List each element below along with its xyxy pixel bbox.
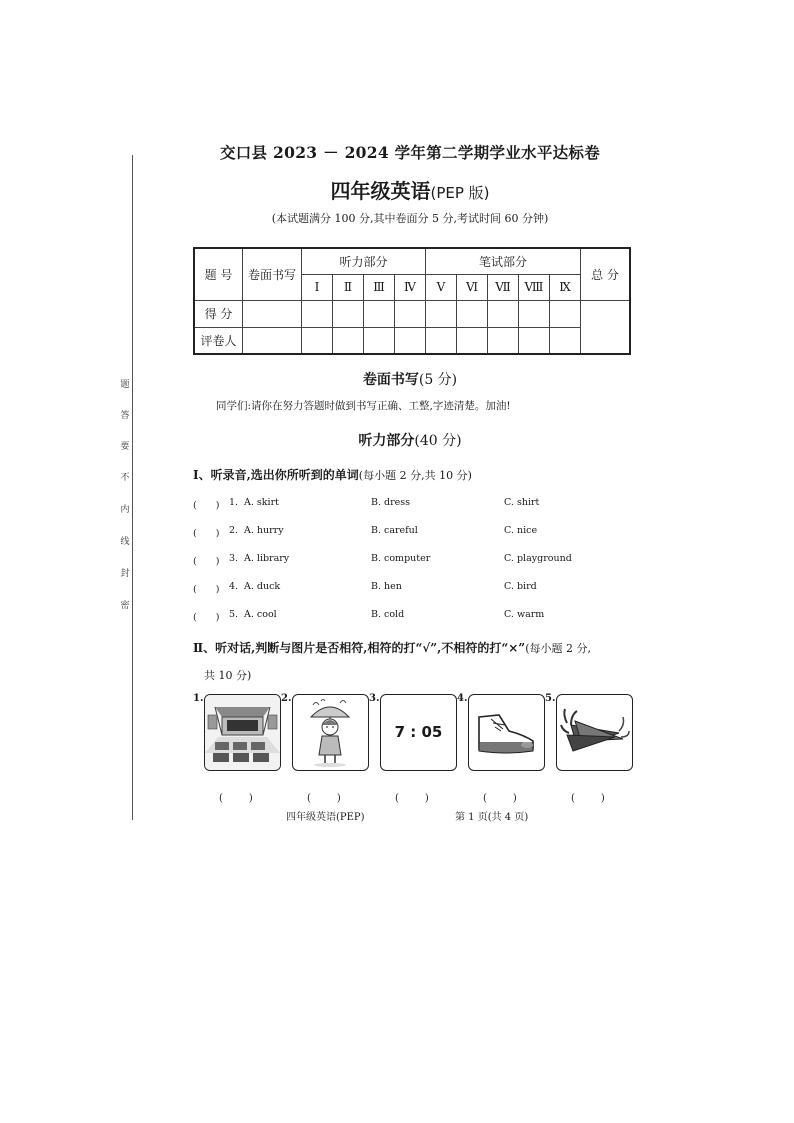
picture-5: [556, 694, 633, 771]
option-a: A. cool: [244, 609, 277, 620]
option-c: C. nice: [504, 525, 538, 536]
answer-blank[interactable]: ( ): [571, 793, 607, 804]
grader-cell[interactable]: [457, 327, 488, 354]
binding-char: 内: [120, 505, 130, 515]
part1-requirement: (每小题 2 分,共 10 分): [358, 469, 472, 482]
col-roman: Ⅲ: [364, 274, 395, 300]
col-juanmian: 卷面书写: [243, 248, 302, 300]
picture-number: 1.: [193, 693, 204, 704]
score-cell[interactable]: [333, 300, 364, 327]
listening-points: (40 分): [414, 433, 462, 449]
grader-cell[interactable]: [519, 327, 550, 354]
answer-blank[interactable]: ( ): [193, 500, 220, 511]
part2-title-line2: [204, 667, 251, 683]
question-item: [193, 497, 713, 511]
score-cell[interactable]: [426, 300, 457, 327]
score-table: [193, 247, 631, 355]
question-item: [193, 609, 713, 623]
part2-title: [193, 639, 643, 656]
binding-line: [132, 155, 133, 820]
handwriting-title: 卷面书写: [362, 372, 419, 388]
binding-char: 不: [120, 473, 130, 483]
question-item: [193, 553, 713, 567]
subject-name: 四年级英语: [330, 179, 431, 203]
grader-cell[interactable]: [395, 327, 426, 354]
col-roman: Ⅶ: [488, 274, 519, 300]
part2-requirement-cont: 共 10 分): [204, 669, 252, 682]
score-cell[interactable]: [243, 300, 302, 327]
score-cell[interactable]: [488, 300, 519, 327]
group-written: 笔试部分: [426, 248, 581, 274]
part1-title-text: Ⅰ、听录音,选出你所听到的单词: [193, 468, 359, 482]
col-total: 总 分: [581, 248, 631, 300]
score-cell[interactable]: [550, 300, 581, 327]
grader-cell[interactable]: [426, 327, 457, 354]
picture-4: [468, 694, 545, 771]
picture-2: [292, 694, 369, 771]
question-number: 4.: [229, 581, 239, 592]
answer-blank[interactable]: ( ): [193, 584, 220, 595]
option-b: B. hen: [371, 581, 402, 592]
option-b: B. dress: [371, 497, 411, 508]
binding-char: 密: [120, 601, 130, 611]
question-number: 2.: [229, 525, 239, 536]
binding-char: 题: [120, 380, 130, 390]
col-roman: Ⅴ: [426, 274, 457, 300]
group-listening: 听力部分: [302, 248, 426, 274]
option-c: C. bird: [504, 581, 537, 592]
question-item: [193, 581, 713, 595]
answer-blank[interactable]: ( ): [193, 556, 220, 567]
col-roman: Ⅸ: [550, 274, 581, 300]
option-a: A. library: [244, 553, 290, 564]
footer-subject: 四年级英语(PEP): [286, 812, 365, 823]
grader-cell[interactable]: [333, 327, 364, 354]
col-roman: Ⅷ: [519, 274, 550, 300]
sneaker-icon: [469, 695, 544, 770]
answer-blank[interactable]: ( ): [395, 793, 431, 804]
handwriting-points: (5 分): [418, 372, 458, 388]
exam-note: (本试题满分 100 分,其中卷面分 5 分,考试时间 60 分钟): [271, 212, 549, 225]
col-roman: Ⅵ: [457, 274, 488, 300]
option-b: B. careful: [371, 525, 418, 536]
option-c: C. warm: [504, 609, 545, 620]
col-tihao: 题 号: [194, 248, 243, 300]
answer-blank[interactable]: ( ): [193, 528, 220, 539]
binding-char: 要: [120, 442, 130, 452]
binding-char: 线: [120, 537, 130, 547]
option-a: A. duck: [244, 581, 281, 592]
option-c: C. playground: [504, 553, 572, 564]
option-b: B. computer: [371, 553, 431, 564]
grader-cell[interactable]: [364, 327, 395, 354]
question-item: [193, 525, 713, 539]
question-number: 1.: [229, 497, 239, 508]
option-a: A. skirt: [244, 497, 279, 508]
picture-number: 5.: [545, 693, 556, 704]
clock-time-icon: 7 : 05: [394, 723, 443, 741]
listening-title: 听力部分: [358, 433, 415, 449]
total-score-cell[interactable]: [581, 300, 631, 354]
handwriting-heading: [140, 369, 680, 389]
listening-heading: [140, 430, 680, 450]
col-roman: Ⅱ: [333, 274, 364, 300]
score-cell[interactable]: [457, 300, 488, 327]
grader-cell[interactable]: [488, 327, 519, 354]
row-score-label: 得 分: [194, 300, 243, 327]
score-cell[interactable]: [519, 300, 550, 327]
grader-cell[interactable]: [243, 327, 302, 354]
answer-blank[interactable]: ( ): [193, 612, 220, 623]
part2-title-text: Ⅱ、听对话,判断与图片是否相符,相符的打“√”,不相符的打“×”: [193, 641, 526, 655]
binding-char: 封: [120, 569, 130, 579]
exam-title: 交口县 2023 － 2024 学年第二学期学业水平达标卷: [219, 143, 601, 162]
classroom-icon: [205, 695, 280, 770]
score-cell[interactable]: [302, 300, 333, 327]
picture-3: [380, 694, 457, 771]
answer-blank[interactable]: ( ): [219, 793, 255, 804]
carrots-icon: [557, 695, 632, 770]
part2-requirement: (每小题 2 分,: [525, 642, 591, 655]
score-cell[interactable]: [395, 300, 426, 327]
grader-cell[interactable]: [550, 327, 581, 354]
option-b: B. cold: [371, 609, 405, 620]
question-number: 3.: [229, 553, 239, 564]
picture-number: 4.: [457, 693, 468, 704]
question-number: 5.: [229, 609, 239, 620]
picture-number: 2.: [281, 693, 292, 704]
exam-subject: [140, 175, 680, 204]
option-c: C. shirt: [504, 497, 540, 508]
row-grader-label: 评卷人: [194, 327, 243, 354]
footer-page-number: 第 1 页(共 4 页): [455, 812, 529, 823]
part1-title: [193, 466, 472, 483]
girl-with-umbrella-icon: [293, 695, 368, 770]
score-cell[interactable]: [364, 300, 395, 327]
binding-char: 答: [120, 411, 130, 421]
handwriting-greeting: 同学们:请你在努力答题时做到书写正确、工整,字迹清楚。加油!: [216, 400, 511, 412]
col-roman: Ⅳ: [395, 274, 426, 300]
answer-blank[interactable]: ( ): [307, 793, 343, 804]
picture-number: 3.: [369, 693, 380, 704]
option-a: A. hurry: [244, 525, 284, 536]
picture-1: [204, 694, 281, 771]
answer-blank[interactable]: ( ): [483, 793, 519, 804]
grader-cell[interactable]: [302, 327, 333, 354]
col-roman: Ⅰ: [302, 274, 333, 300]
edition-label: (PEP 版): [430, 184, 490, 202]
